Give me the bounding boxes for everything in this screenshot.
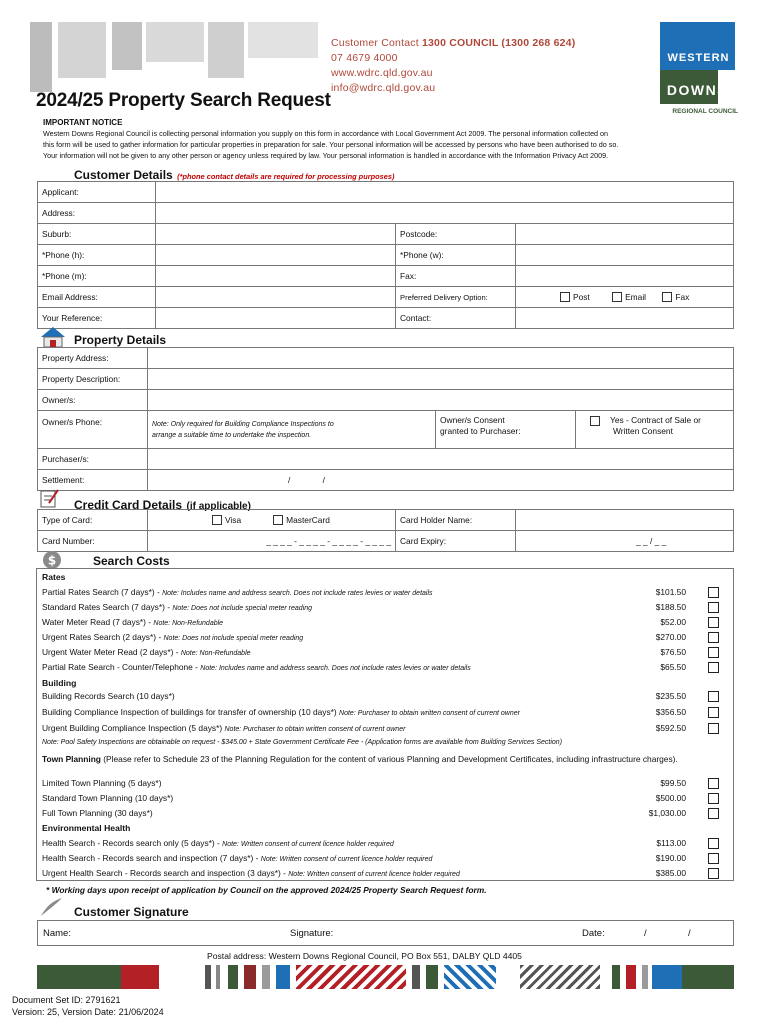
building-category: Building [42,678,77,688]
logo-text-western: WESTERN [667,52,730,64]
date-separator: / [322,475,325,485]
search-option-checkbox[interactable] [708,617,719,628]
email-field[interactable] [156,287,396,308]
search-option-label [42,632,303,642]
search-option-price: $52.00 [660,617,686,627]
search-option-name: Building Records Search (10 days*) [42,691,175,701]
fax-label: Fax: [396,266,516,287]
search-option-label [42,723,405,733]
footer-decoration [205,965,211,989]
search-option-checkbox[interactable] [708,602,719,613]
settlement-date-field[interactable] [148,470,734,491]
property-description-field[interactable] [148,369,734,390]
search-option-name: Limited Town Planning (5 days*) [42,778,162,788]
address-field[interactable] [156,203,734,224]
phone-note-line: Note: Only required for Building Compliance Inspections to [152,421,334,428]
footer-decoration [121,965,159,989]
search-option-checkbox[interactable] [708,793,719,804]
consent-label [436,411,576,449]
search-option-name: Partial Rates Search (7 days*) - [42,587,160,597]
search-option-name: Building Compliance Inspection of buildings for transfer of ownership (10 days*) [42,707,337,717]
logo-text-downs: DOWNS [666,82,729,98]
health-category: Environmental Health [42,823,131,833]
search-option-name: Standard Town Planning (10 days*) [42,793,174,803]
header-decoration [58,22,106,78]
search-option-name: Health Search - Records search and inspection (7 days*) - [42,853,259,863]
search-option-price: $65.50 [660,662,686,672]
card-type-options [148,510,396,531]
search-option-price: $101.50 [655,587,686,597]
search-option-checkbox[interactable] [708,778,719,789]
search-option-label [42,587,433,597]
search-option-price: $356.50 [655,707,686,717]
phone-work-label: *Phone (w): [396,245,516,266]
search-option-note: Note: Non-Refundable [153,620,224,627]
card-expiry-field[interactable]: _ _ / _ _ [516,531,734,552]
search-option-label [42,838,394,848]
delivery-option-label: Preferred Delivery Option: [396,287,516,308]
search-option-name: Water Meter Read (7 days*) - [42,617,152,627]
privacy-notice [43,128,733,161]
search-option-label [42,602,312,612]
footer-decoration [652,965,682,989]
mastercard-checkbox[interactable] [273,515,283,525]
search-option-price: $500.00 [655,793,686,803]
logo-text-regional: REGIONAL COUNCIL [672,108,738,115]
search-option-checkbox[interactable] [708,723,719,734]
section-title: Customer Details [74,168,173,182]
post-option-label: Post [573,291,590,302]
header-decoration [112,22,142,70]
post-checkbox[interactable] [560,292,570,302]
search-option-checkbox[interactable] [708,838,719,849]
phone-required-note: (*phone contact details are required for processing purposes) [177,172,395,181]
search-option-label [42,707,520,717]
search-option-name: Urgent Water Meter Read (2 days*) - [42,647,179,657]
contact-website[interactable]: www.wdrc.qld.gov.au [331,67,433,79]
search-option-checkbox[interactable] [708,587,719,598]
footer-decoration [412,965,420,989]
footer-decoration [244,965,256,989]
search-option-note: Note: Written consent of current licence holder required [288,871,460,878]
email-option-label: Email [625,291,647,302]
header-decoration [30,22,52,92]
address-label: Address: [38,203,156,224]
footer-decoration [626,965,636,989]
contact-block [331,36,575,96]
town-description: infrastructure charges). [591,754,678,764]
search-option-price: $1,030.00 [648,808,686,818]
working-days-footnote: * Working days upon receipt of application by Council on the approved 2024/25 Property Search Request form. [46,885,487,895]
name-label: Name: [43,928,71,939]
applicant-label: Applicant: [38,182,156,203]
suburb-field[interactable] [156,224,396,245]
settlement-label: Settlement: [38,470,148,491]
phone-note-line: arrange a suitable time to undertake the inspection. [152,432,312,439]
fax-option-label: Fax [675,291,690,302]
phone-mobile-label: *Phone (m): [38,266,156,287]
consent-checkbox[interactable] [590,416,600,426]
reference-label: Your Reference: [38,308,156,329]
header-decoration [208,22,244,78]
search-option-label [42,662,471,672]
search-option-note: Note: Written consent of current licence holder required [222,841,394,848]
rates-category: Rates [42,572,66,582]
search-option-label [42,617,223,627]
document-info [12,994,164,1018]
search-option-price: $592.50 [655,723,686,733]
phone-home-field[interactable] [156,245,396,266]
header-decoration [146,22,204,62]
search-option-price: $190.00 [655,853,686,863]
date-separator: / [644,928,647,939]
signature-row [37,920,734,946]
header-decoration [248,22,318,58]
phone-home-label: *Phone (h): [38,245,156,266]
search-option-name: Health Search - Records search only (5 days*) - [42,838,220,848]
search-option-label [42,778,162,788]
search-option-price: $76.50 [660,647,686,657]
footer-decoration [262,965,270,989]
date-label: Date: [582,928,605,939]
dollar-coin-icon [42,550,62,570]
section-title: Search Costs [93,554,170,568]
search-option-price: $99.50 [660,778,686,788]
town-category: Town Planning [42,754,101,764]
fax-checkbox[interactable] [662,292,672,302]
footer-decoration [642,965,648,989]
search-option-checkbox[interactable] [708,707,719,718]
footer-decoration [426,965,438,989]
search-option-label [42,808,153,818]
notice-line: Western Downs Regional Council is collecting personal information you supply on this form in accordance with Local Government Act 2009. The personal information collected on [43,129,609,138]
search-option-name: Urgent Health Search - Records search and inspection (3 days*) - [42,868,286,878]
card-number-field[interactable]: _ _ _ _ - _ _ _ _ - _ _ _ _ - _ _ _ _ [148,531,396,552]
section-title: Property Details [74,333,167,347]
search-option-price: $270.00 [655,632,686,642]
consent-line: Owner/s Consent [440,415,505,425]
notice-heading: IMPORTANT NOTICE [43,118,123,127]
search-option-checkbox[interactable] [708,868,719,879]
search-option-checkbox[interactable] [708,691,719,702]
delivery-options [516,287,734,308]
footer-decoration [444,965,496,989]
search-option-price: $235.50 [655,691,686,701]
owners-field[interactable] [148,390,734,411]
pool-note: Note: Pool Safety Inspections are obtainable on request - $345.00 + State Government Certificate Fee - (Application forms are available from Building Services Section) [42,739,563,746]
applicant-field[interactable] [156,182,734,203]
contact-phone: 07 4679 4000 [331,52,398,64]
search-option-note: Note: Does not include special meter reading [172,605,313,612]
search-option-note: Note: Purchaser to obtain written consent of current owner [224,726,406,733]
pen-and-paper-icon [40,488,62,508]
reference-field[interactable] [156,308,396,329]
contact-email[interactable]: info@wdrc.qld.gov.au [331,82,436,94]
search-option-label [42,853,432,863]
card-expiry-label: Card Expiry: [396,531,516,552]
visa-label: Visa [225,514,242,525]
contact-number: 1300 COUNCIL (1300 268 624) [421,37,576,49]
search-option-note: Note: Includes name and address search. Does not include rates levies or water details [200,665,471,672]
postcode-label: Postcode: [396,224,516,245]
search-option-label [42,647,251,657]
footer-decoration [612,965,620,989]
footer-decoration [296,965,406,989]
card-type-label: Type of Card: [38,510,148,531]
footer-decoration [228,965,238,989]
search-option-checkbox[interactable] [708,853,719,864]
postcode-field[interactable] [516,224,734,245]
mastercard-label: MasterCard [286,514,330,525]
search-option-note: Note: Includes name and address search. Does not include rates levies or water details [162,590,433,597]
owners-phone-field[interactable] [148,411,436,449]
notice-line: this form will be used to gather information for particular properties in preparation for sale. Your personal information will be accessed by persons who have been authorised to do so. [43,140,619,149]
card-number-label: Card Number: [38,531,148,552]
search-option-name: Partial Rate Search - Counter/Telephone - [42,662,198,672]
consent-line: granted to Purchaser: [440,426,521,436]
search-option-price: $385.00 [655,868,686,878]
email-label: Email Address: [38,287,156,308]
section-subtitle: (if applicable) [186,501,251,512]
phone-work-field[interactable] [516,245,734,266]
owners-phone-label: Owner/s Phone: [38,411,148,449]
property-address-field[interactable] [148,348,734,369]
search-option-note: Note: Written consent of current licence holder required [260,856,433,863]
footer-decoration [276,965,290,989]
contact-label: Contact: [396,308,516,329]
postal-address: Postal address: Western Downs Regional Council, PO Box 551, DALBY QLD 4405 [207,951,522,961]
owners-label: Owner/s: [38,390,148,411]
footer-decoration [682,965,734,989]
search-option-label [42,793,173,803]
section-title: Customer Signature [74,905,189,919]
search-option-name: Standard Rates Search (7 days*) - [42,602,171,612]
house-icon [40,326,66,348]
consent-option [576,411,734,449]
search-option-price: $113.00 [656,838,686,848]
card-holder-field[interactable] [516,510,734,531]
search-option-name: Full Town Planning (30 days*) [42,808,153,818]
date-separator: / [688,928,691,939]
contact-field[interactable] [516,308,734,329]
fax-field[interactable] [516,266,734,287]
signature-label: Signature: [290,928,334,939]
contact-label: Customer Contact [331,37,419,49]
search-option-name: Urgent Rates Search (2 days*) - [42,632,162,642]
customer-details-table [37,181,734,329]
svg-text:$: $ [47,553,57,568]
purchasers-field[interactable] [148,449,734,470]
footer-decoration [216,965,220,989]
notice-line: Your information will not be given to any other person or agency unless required by law. Your personal information is handled in accordance with the Information Privacy Act 2009. [43,151,609,160]
search-option-checkbox[interactable] [708,662,719,673]
section-title: Credit Card Details [74,498,183,512]
email-checkbox[interactable] [612,292,622,302]
consent-yes-label: Written Consent [613,426,673,436]
search-option-note: Note: Non-Refundable [180,650,251,657]
card-details-table [37,509,734,552]
footer-decoration [37,965,121,989]
town-planning-intro [42,753,727,765]
search-option-name: Urgent Building Compliance Inspection (5 days*) [42,723,223,733]
card-holder-label: Card Holder Name: [396,510,516,531]
suburb-label: Suburb: [38,224,156,245]
search-option-price: $188.50 [655,602,686,612]
search-option-note: Note: Purchaser to obtain written consent of current owner [339,710,520,717]
document-version: Version: 25, Version Date: 21/06/2024 [12,1007,164,1017]
property-address-label: Property Address: [38,348,148,369]
property-details-table [37,347,734,491]
town-description: (Please refer to Schedule 23 of the Planning Regulation for the content of various Planning and Development Certificates, including [103,754,590,764]
council-logo [660,22,738,118]
property-description-label: Property Description: [38,369,148,390]
page-title: 2024/25 Property Search Request [36,90,331,111]
search-option-checkbox[interactable] [708,632,719,643]
phone-mobile-field[interactable] [156,266,396,287]
visa-checkbox[interactable] [212,515,222,525]
document-id: Document Set ID: 2791621 [12,995,121,1005]
purchasers-label: Purchaser/s: [38,449,148,470]
search-option-checkbox[interactable] [708,647,719,658]
footer-decoration [520,965,600,989]
quill-icon [38,897,64,917]
consent-yes-label: Yes - Contract of Sale or [610,415,701,425]
search-option-label [42,868,460,878]
date-separator: / [288,475,291,485]
search-option-checkbox[interactable] [708,808,719,819]
search-option-note: Note: Does not include special meter reading [163,635,304,642]
search-option-label [42,691,175,701]
